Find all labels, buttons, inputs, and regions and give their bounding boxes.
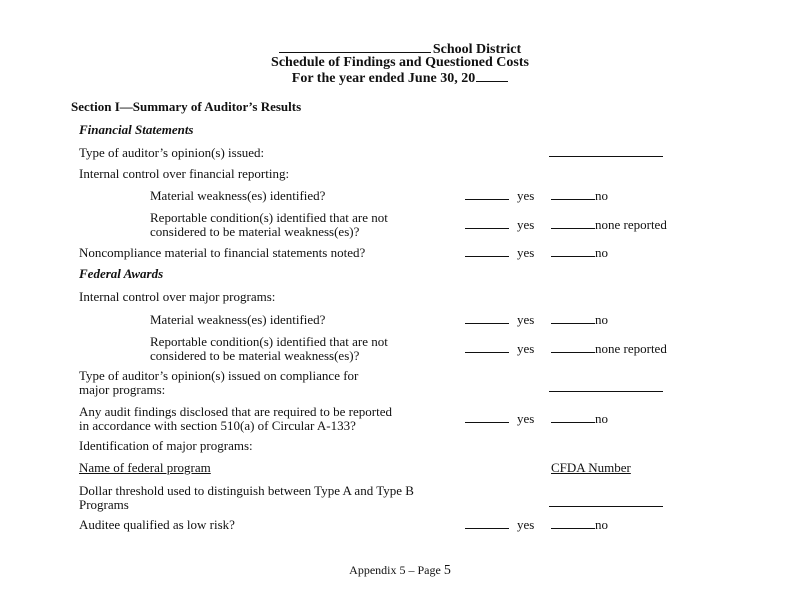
no-blank <box>551 188 595 200</box>
yes-blank <box>465 245 509 257</box>
no-option: no <box>595 188 608 203</box>
noncompliance-label: Noncompliance material to financial statements noted? <box>79 245 366 260</box>
fa-material-weakness-label: Material weakness(es) identified? <box>150 312 326 327</box>
program-name-header: Name of federal program <box>79 460 211 475</box>
fa-material-weakness-answer <box>465 312 534 327</box>
period-title <box>0 69 800 87</box>
threshold-line1: Dollar threshold used to distinguish between Type A and Type B <box>79 483 414 498</box>
fs-internal-control-label: Internal control over financial reporting: <box>79 166 290 181</box>
document-title: Schedule of Findings and Questioned Costs <box>271 55 529 70</box>
findings-answer-no <box>551 411 608 426</box>
fs-material-weakness-label: Material weakness(es) identified? <box>150 188 326 203</box>
low-risk-label: Auditee qualified as low risk? <box>79 517 235 532</box>
district-name-blank <box>279 40 431 53</box>
yes-blank <box>465 312 509 324</box>
no-option: no <box>595 245 608 260</box>
none-reported-blank <box>551 217 595 229</box>
none-reported-option: none reported <box>595 341 667 356</box>
fa-opinion-line1: Type of auditor’s opinion(s) issued on compliance for <box>79 368 359 383</box>
fa-material-weakness-answer-no <box>551 312 608 327</box>
threshold-blank <box>549 505 663 507</box>
page-number: 5 <box>443 563 451 578</box>
none-reported-option: none reported <box>595 217 667 232</box>
fs-reportable-line1: Reportable condition(s) identified that are not <box>150 210 388 225</box>
opinion-type-label: Type of auditor’s opinion(s) issued: <box>79 145 265 160</box>
findings-answer <box>465 411 534 426</box>
yes-blank <box>465 341 509 353</box>
yes-option: yes <box>517 517 535 532</box>
cfda-number-header: CFDA Number <box>551 460 631 475</box>
yes-option: yes <box>517 341 535 356</box>
fs-material-weakness-answer-no <box>551 188 608 203</box>
opinion-type-blank <box>549 155 663 157</box>
yes-option: yes <box>517 411 535 426</box>
fa-internal-control-label: Internal control over major programs: <box>79 289 276 304</box>
fa-opinion-line2: major programs: <box>79 382 166 397</box>
yes-blank <box>465 517 509 529</box>
yes-option: yes <box>517 217 535 232</box>
no-blank <box>551 517 595 529</box>
fa-reportable-line1: Reportable condition(s) identified that are not <box>150 334 388 349</box>
page-footer <box>0 563 800 579</box>
fs-reportable-line2: considered to be material weakness(es)? <box>150 224 360 239</box>
threshold-line2: Programs <box>79 497 129 512</box>
identification-label: Identification of major programs: <box>79 438 253 453</box>
no-option: no <box>595 517 608 532</box>
noncompliance-answer-no <box>551 245 608 260</box>
no-blank <box>551 245 595 257</box>
fa-reportable-line2: considered to be material weakness(es)? <box>150 348 360 363</box>
period-text: For the year ended June 30, 20 <box>291 71 476 86</box>
no-blank <box>551 411 595 423</box>
section-heading: Section I—Summary of Auditor’s Results <box>71 99 302 114</box>
yes-blank <box>465 188 509 200</box>
fa-reportable-answer <box>465 341 534 356</box>
yes-option: yes <box>517 188 535 203</box>
footer-label: Appendix 5 – Page <box>349 563 441 577</box>
fs-reportable-answer-none <box>551 217 667 232</box>
year-blank <box>476 69 508 82</box>
yes-blank <box>465 217 509 229</box>
federal-awards-heading: Federal Awards <box>79 266 164 281</box>
financial-statements-heading: Financial Statements <box>79 122 194 137</box>
yes-option: yes <box>517 312 535 327</box>
no-blank <box>551 312 595 324</box>
fs-reportable-answer <box>465 217 534 232</box>
noncompliance-answer <box>465 245 534 260</box>
findings-line1: Any audit findings disclosed that are required to be reported <box>79 404 392 419</box>
fa-reportable-answer-none <box>551 341 667 356</box>
low-risk-answer <box>465 517 534 532</box>
yes-option: yes <box>517 245 535 260</box>
low-risk-answer-no <box>551 517 608 532</box>
no-option: no <box>595 411 608 426</box>
district-suffix: School District <box>432 42 522 57</box>
none-reported-blank <box>551 341 595 353</box>
fs-material-weakness-answer <box>465 188 534 203</box>
no-option: no <box>595 312 608 327</box>
findings-line2: in accordance with section 510(a) of Circular A-133? <box>79 418 356 433</box>
yes-blank <box>465 411 509 423</box>
fa-opinion-blank <box>549 390 663 392</box>
